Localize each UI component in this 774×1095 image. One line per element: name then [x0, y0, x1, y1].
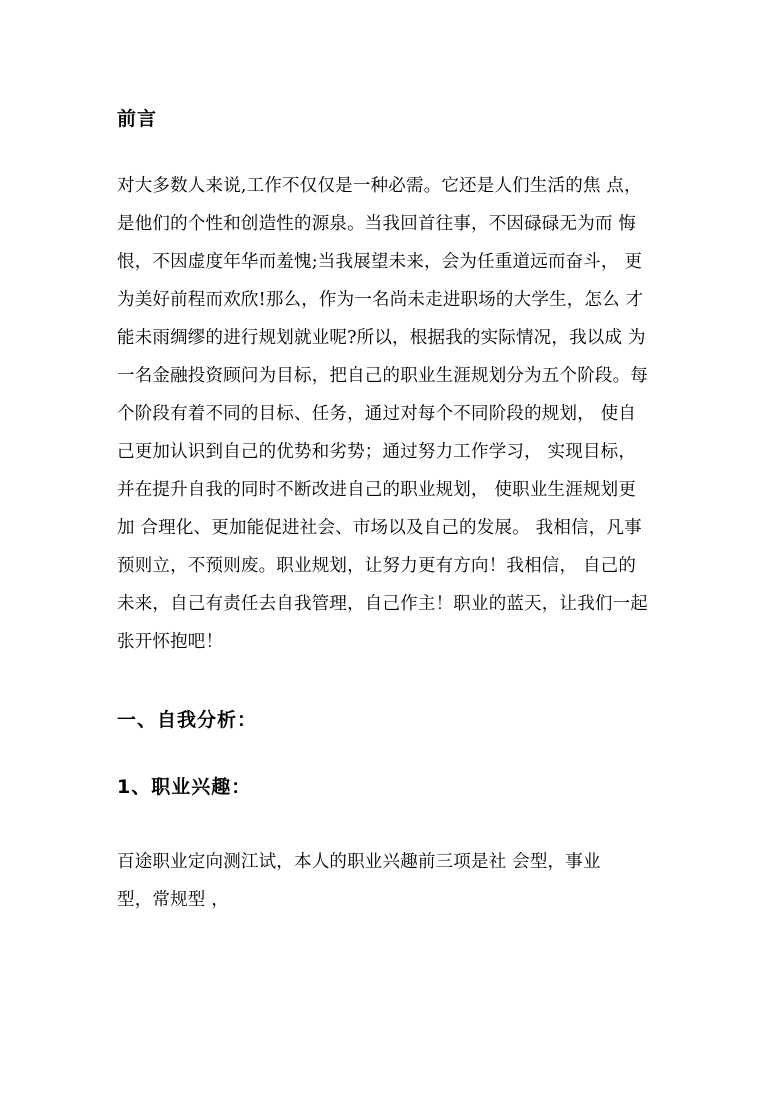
paragraph-line: 并在提升自我的同时不断改进自己的职业规划， 使职业生涯规划更: [117, 480, 637, 500]
paragraph-line: 对大多数人来说,工作不仅仅是一种必需。它还是人们生活的焦 点，: [117, 176, 642, 196]
section-title-self-analysis: 一、自我分析：: [117, 709, 258, 731]
paragraph-line: 是他们的个性和创造性的源泉。当我回首往事，不因碌碌无为而 悔: [117, 214, 637, 234]
paragraph-line: 恨，不因虚度年华而羞愧;当我展望未来，会为任重道远而奋斗， 更: [117, 252, 643, 272]
paragraph-line: 百途职业定向测江试，本人的职业兴趣前三项是社 会型，事业: [117, 852, 601, 872]
paragraph-line: 预则立，不预则废。职业规划，让努力更有方向！我相信， 自己的: [117, 556, 637, 576]
subsection-title-career-interest: 1、职业兴趣：: [117, 776, 252, 798]
preface-title: 前言: [117, 108, 158, 130]
paragraph-line: 型，常规型 ，: [117, 890, 229, 910]
paragraph-line: 己更加认识到自己的优势和劣势；通过努力工作学习， 实现目标，: [117, 442, 637, 462]
paragraph-line: 一名金融投资顾问为目标，把自己的职业生涯规划分为五个阶段。每: [117, 366, 648, 386]
paragraph-line: 为美好前程而欢欣!那么，作为一名尚未走进职场的大学生，怎么 才: [117, 290, 644, 310]
paragraph-line: 未来，自己有责任去自我管理，自己作主！职业的蓝天，让我们一起: [117, 594, 648, 614]
paragraph-line: 加 合理化、更加能促进社会、市场以及自己的发展。 我相信，凡事: [117, 518, 642, 538]
paragraph-line: 能未雨绸缪的进行规划就业呢?所以，根据我的实际情况，我以成 为: [117, 328, 646, 348]
paragraph-line: 个阶段有着不同的目标、任务，通过对每个不同阶段的规划， 使自: [117, 404, 637, 424]
paragraph-line: 张开怀抱吧！: [117, 632, 224, 652]
